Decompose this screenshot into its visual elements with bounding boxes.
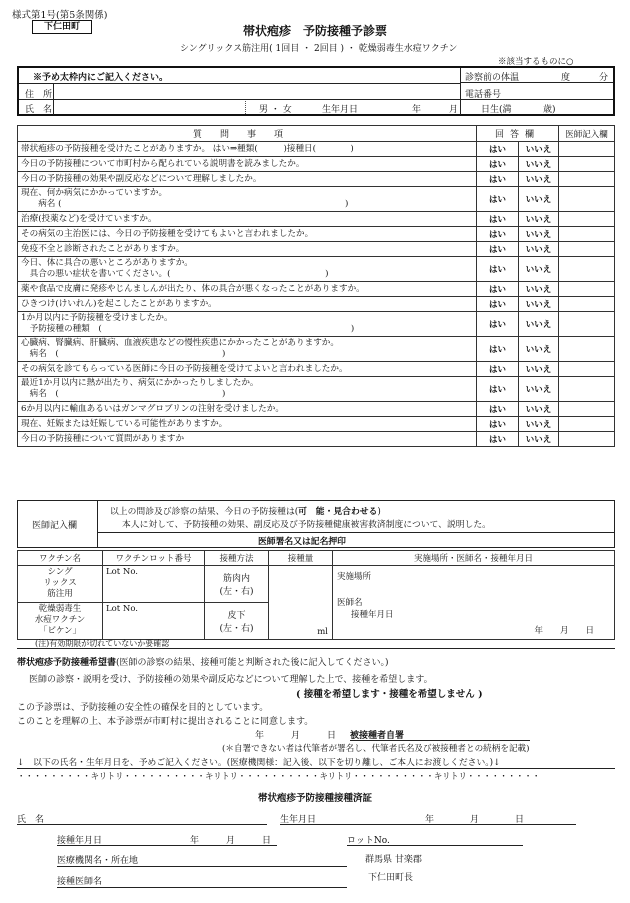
question-text [18,402,477,417]
doctor-note-cell[interactable] [559,377,615,402]
dob-year: 年 [412,105,422,115]
vaccine-table [17,550,615,640]
question-line: 具合の悪い症状を書いてください。( ) [21,269,329,279]
answer-yes[interactable]: はい [477,142,519,157]
cert-lot-field[interactable] [347,845,523,846]
cert-issuer2: 下仁田町長 [368,873,414,883]
address-field[interactable] [53,84,459,99]
answer-no[interactable]: いいえ [519,417,559,432]
q-header-doctor: 医師記入欄 [559,126,615,142]
question-line: 薬や食品で皮膚に発疹やじんましんが出たり、体の具合が悪くなったことがありますか。 [21,283,365,294]
address-label: 住 所 [25,90,53,100]
question-line: 1か月以内に予防接種を受けましたか。 [21,313,173,323]
question-line: 免疫不全と診断されたことがありますか。 [21,243,185,254]
cert-issuer1: 群馬県 甘楽郡 [365,855,422,865]
doctor-note-cell[interactable] [559,227,615,242]
question-row [18,187,615,212]
doctor-note-cell[interactable] [559,157,615,172]
question-text [18,172,477,187]
vx-h-lot: ワクチンロット番号 [103,551,205,566]
cert-doc-field[interactable] [57,887,347,888]
answer-yes[interactable]: はい [477,417,519,432]
question-line: 帯状疱疹の予防接種を受けたことがありますか。 はい⇒種類( )接種日( ) [21,143,354,154]
question-text [18,377,477,402]
answer-yes[interactable]: はい [477,337,519,362]
question-text [18,227,477,242]
answer-yes[interactable]: はい [477,212,519,227]
question-row [18,157,615,172]
vx-row1-name: シング リックス 筋注用 [18,566,103,603]
answer-no[interactable]: いいえ [519,312,559,337]
question-text [18,337,477,362]
vx-row1-lot[interactable]: Lot No. [103,566,205,603]
question-line: ひきつけ(けいれん)を起こしたことがありますか。 [21,298,217,309]
wish-line1: 医師の診察・説明を受け、予防接種の効果や副反応などについて理解した上で、接種を希望します。 [29,675,433,685]
answer-no[interactable]: いいえ [519,362,559,377]
doctor-note-cell[interactable] [559,242,615,257]
cert-title: 帯状疱疹予防接種接種済証 [257,793,372,804]
vx-doctor-label: 医師名 [337,598,363,608]
page-title: 帯状疱疹 予防接種予診票 [242,24,387,38]
answer-no[interactable]: いいえ [519,432,559,447]
doctor-options[interactable]: 可 能・見合わせる [298,507,378,517]
answer-no[interactable]: いいえ [519,242,559,257]
question-row [18,227,615,242]
doctor-sign: 医師署名又は記名押印 [258,537,346,547]
question-text [18,312,477,337]
cert-doc-label: 接種医師名 [57,877,103,887]
answer-yes[interactable]: はい [477,172,519,187]
answer-no[interactable]: いいえ [519,157,559,172]
doctor-note-cell[interactable] [559,257,615,282]
doctor-note-cell[interactable] [559,432,615,447]
instruction: ※予め太枠内にご記入ください。 [33,73,169,83]
doctor-note-cell[interactable] [559,312,615,337]
vx-h-place: 実施場所・医師名・接種年月日 [333,551,615,566]
cut-note: ↓ 以下の氏名・生年月日を、予めご記入ください。(医療機関様：記入後、以下を切り離し、ご本人にお渡しください。)↓ [17,758,501,768]
question-row [18,402,615,417]
answer-no[interactable]: いいえ [519,377,559,402]
wish-sign-label: 被接種者自署 [350,731,405,741]
wish-heading-line [17,655,389,668]
answer-yes[interactable]: はい [477,377,519,402]
answer-no[interactable]: いいえ [519,282,559,297]
name-field[interactable] [53,100,243,115]
doctor-note-cell[interactable] [559,142,615,157]
vx-h-amount: 接種量 [269,551,333,566]
answer-no[interactable]: いいえ [519,172,559,187]
answer-yes[interactable]: はい [477,297,519,312]
dob-month: 月 [449,105,459,115]
phone-label: 電話番号 [465,90,502,100]
cert-inst-field[interactable] [57,866,347,867]
wish-sign-date: 年 月 日 [255,731,337,741]
question-row [18,377,615,402]
wish-heading-note: (医師の診察の結果、接種可能と判断された後に記入してください。) [116,658,389,668]
answer-yes[interactable]: はい [477,312,519,337]
question-row [18,417,615,432]
question-row [18,337,615,362]
wish-sign-note: (＊自署できない者は代筆者が署名し、代筆者氏名及び被接種者との続柄を記載) [222,744,530,754]
doctor-note-cell[interactable] [559,297,615,312]
vx-row1-method[interactable]: 筋肉内 (左・右) [205,566,269,603]
doctor-note-cell[interactable] [559,172,615,187]
question-text [18,142,477,157]
question-row [18,297,615,312]
question-text [18,297,477,312]
answer-no[interactable]: いいえ [519,402,559,417]
question-text [18,257,477,282]
cert-date-ymd: 年 月 日 [190,836,272,846]
answer-yes[interactable]: はい [477,242,519,257]
answer-yes[interactable]: はい [477,402,519,417]
wish-line3: このことを理解の上、本予診票が市町村に提出されることに同意します。 [17,717,314,727]
question-row [18,282,615,297]
answer-no[interactable]: いいえ [519,227,559,242]
question-line: 今日の予防接種の効果や副反応などについて理解しましたか。 [21,173,262,184]
question-line: 現在、何か病気にかかっていますか。 [21,188,168,198]
questionnaire-table [17,125,615,447]
question-line: 病名 ( ) [21,389,226,399]
answer-no[interactable]: いいえ [519,212,559,227]
vx-row2-method[interactable]: 皮下 (左・右) [205,603,269,640]
answer-yes[interactable]: はい [477,362,519,377]
temp-deg: 度 [561,73,571,83]
question-text [18,157,477,172]
answer-yes[interactable]: はい [477,227,519,242]
doctor-explained: 本人に対して、予防接種の効果、副反応及び予防接種健康被害救済制度について、説明した。 [122,520,491,530]
answer-no[interactable]: いいえ [519,257,559,282]
question-line: 病名 ( ) [21,349,226,359]
doctor-note-cell[interactable] [559,337,615,362]
doctor-note-cell[interactable] [559,362,615,377]
question-line: 今日の予防接種について質問がありますか [21,433,185,444]
temp-label: 診察前の体温 [465,73,520,83]
question-line: その病気を診てもらっている医師に今日の予防接種を受けてよいと言われましたか。 [21,363,348,374]
cert-name-field[interactable] [17,824,267,825]
question-line: 6か月以内に輸血あるいはガンマグロブリンの注射を受けましたか。 [21,403,284,414]
sex-choice[interactable]: 男 ・ 女 [259,105,292,115]
vx-place-cell[interactable] [333,566,615,640]
vx-h-name: ワクチン名 [18,551,103,566]
question-line: その病気の主治医には、今日の予防接種を受けてもよいと言われましたか。 [21,228,314,239]
cert-date-label: 接種年月日 [57,836,103,846]
question-text [18,282,477,297]
doctor-note-cell[interactable] [559,187,615,212]
vx-amount-unit: ml [317,627,328,637]
form-label: 様式第1号(第5条関係) [12,10,108,21]
answer-yes[interactable]: はい [477,282,519,297]
q-header-question: 質問事項 [18,126,477,142]
question-text [18,187,477,212]
cert-dob-label: 生年月日 [280,815,317,825]
wish-choice[interactable]: ( 接種を希望します・接種を希望しません ) [296,689,483,700]
question-line: 最近1か月以内に熱が出たり、病気にかかったりしましたか。 [21,378,259,388]
doctor-judgement: 以上の問診及び診察の結果、今日の予防接種は( [110,507,299,517]
doctor-section: 医師記入欄 以上の問診及び診察の結果、今日の予防接種は(可 能・見合わせる) 本人に対して、予防接種の効果、副反応及び予防接種健康被害救済制度について、説明した。 医師署名又は記名押印 [17,500,615,548]
answer-yes[interactable]: はい [477,257,519,282]
cut-line: ・・・・・・・・・キリトリ・・・・・・・・・・キリトリ・・・・・・・・・・キリトリ・・・・・・・・・・キリトリ・・・・・・・・・ [17,771,541,781]
question-text [18,432,477,447]
vx-amount-cell[interactable] [269,566,333,640]
question-row [18,432,615,447]
wish-sign-field[interactable] [350,740,530,741]
answer-yes[interactable]: はい [477,157,519,172]
vx-date-ymd: 年 月 日 [534,626,594,636]
question-line: 病名 ( ) [21,199,349,209]
dob-day: 日生(満 [481,105,512,115]
question-text [18,362,477,377]
answer-yes[interactable]: はい [477,432,519,447]
wish-line2: この予診票は、予防接種の安全性の確保を目的としています。 [17,703,269,713]
answer-no[interactable]: いいえ [519,187,559,212]
name-label: 氏 名 [25,105,53,115]
patient-info-block [17,66,615,116]
doctor-note-cell[interactable] [559,212,615,227]
question-line: 治療(投薬など)を受けていますか。 [21,213,157,224]
vx-h-method: 接種方法 [205,551,269,566]
wish-heading: 帯状疱疹予防接種希望書 [17,658,117,668]
vaccine-subtitle: シングリックス筋注用( 1回目 ・ 2回目 ) ・ 乾燥弱毒生水痘ワクチン [180,44,458,54]
question-row [18,312,615,337]
cert-dob-ymd: 年 月 日 [425,815,525,825]
vx-row2-name: 乾燥弱毒生 水痘ワクチン 「ビケン」 [18,603,103,640]
question-row [18,212,615,227]
answer-no[interactable]: いいえ [519,337,559,362]
question-text [18,242,477,257]
select-note: ※該当するものに○ [498,57,574,67]
question-line: 現在、妊娠または妊娠している可能性がありますか。 [21,418,228,429]
temp-min: 分 [599,73,609,83]
question-row [18,172,615,187]
cert-inst-label: 医療機関名・所在地 [57,856,139,866]
doctor-note-cell[interactable] [559,417,615,432]
answer-no[interactable]: いいえ [519,142,559,157]
vx-row2-lot[interactable]: Lot No. [103,603,205,640]
question-line: 心臓病、腎臓病、肝臓病、血液疾患などの慢性疾患にかかったことがありますか。 [21,338,339,348]
answer-yes[interactable]: はい [477,187,519,212]
vx-date-label: 接種年月日 [351,610,394,620]
question-row [18,362,615,377]
q-header-answer: 回答欄 [477,126,559,142]
vx-place-label: 実施場所 [337,572,372,582]
vx-note: (注)有効期限が切れていないか要確認 [35,639,170,648]
cert-lot-label: ロットNo. [347,836,390,846]
dob-label: 生年月日 [322,105,359,115]
question-row [18,142,615,157]
doctor-note-cell[interactable] [559,282,615,297]
question-line: 今日の予防接種について市町村から配られている説明書を読みましたか。 [21,158,305,169]
town-box: 下仁田町 [32,20,92,34]
answer-no[interactable]: いいえ [519,297,559,312]
doctor-label: 医師記入欄 [32,521,78,531]
question-text [18,212,477,227]
question-row [18,242,615,257]
cert-name-label: 氏 名 [17,815,45,825]
doctor-note-cell[interactable] [559,402,615,417]
question-text [18,417,477,432]
dob-age: 歳) [543,105,556,115]
question-row [18,257,615,282]
question-line: 予防接種の種類 ( ) [21,324,355,334]
question-line: 今日、体に具合の悪いところがありますか。 [21,258,193,268]
